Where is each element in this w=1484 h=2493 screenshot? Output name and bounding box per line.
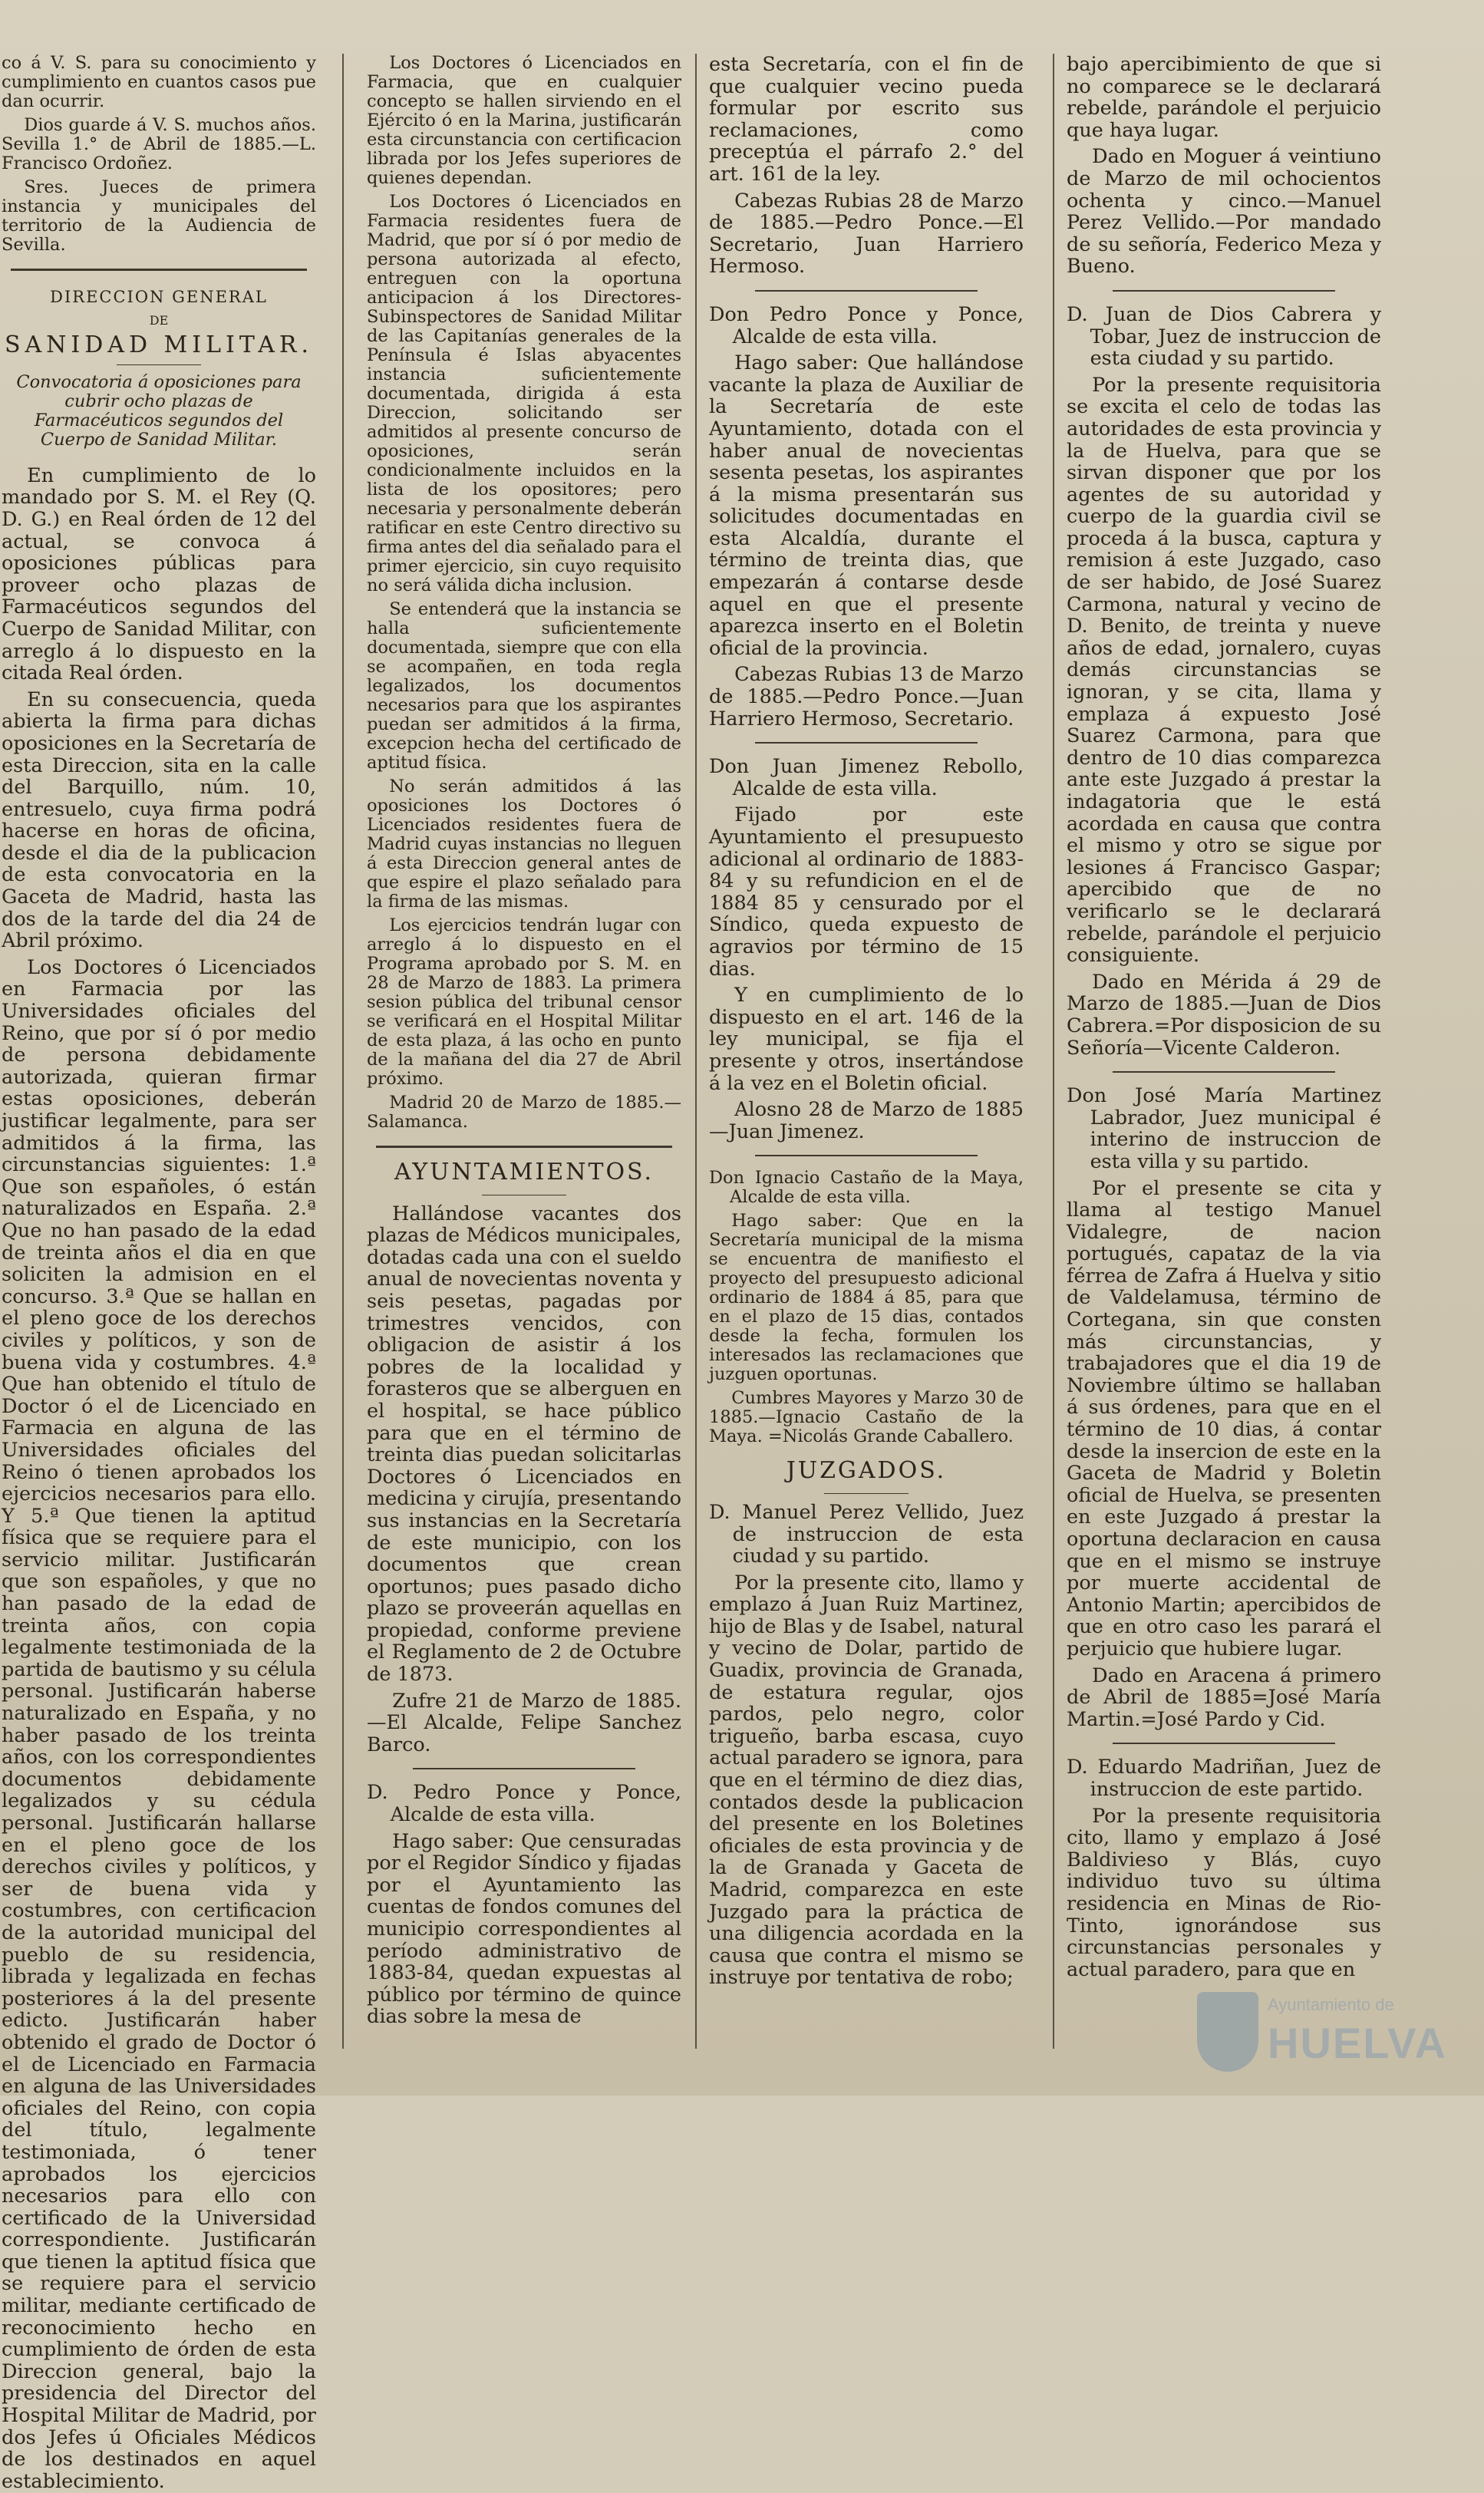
section-title: SANIDAD MILITAR. [4, 331, 314, 359]
paragraph: En su consecuencia, queda abierta la firma para dichas oposiciones en la Secretaría de esta Direccion, sita en la calle del Barquillo, núm. 10, entresuelo, cuya firma podrá hacerse en horas de oficina, desde el dia de la publicacion de esta convocatoria en la Gaceta de Madrid, hasta las dos de la tarde del dia 24 de Abril próximo. [2, 688, 316, 953]
notice-heading: D. Juan de Dios Cabrera y Tobar, Juez de instruccion de esta ciudad y su partido. [1067, 302, 1381, 371]
paragraph: Los ejercicios tendrán lugar con arreglo á lo dispuesto en el Programa aprobado por S. M. en 28 de Marzo de 1883. La primera sesion pública del tribunal censor se verificará en el Hospital Militar de esta plaza, á las ocho en punto de la mañana del dia 27 de Abril próximo. [367, 915, 681, 1089]
notice-heading: Don José María Martinez Labrador, Juez municipal é interino de instruccion de esta villa y su partido. [1067, 1084, 1381, 1173]
paragraph: Y en cumplimiento de lo dispuesto en el art. 146 de la ley municipal, se fija el presente y otros, insertándose á la vez en el Boletin oficial. [709, 984, 1024, 1095]
paragraph: Fijado por este Ayuntamiento el presupuesto adicional al ordinario de 1883-84 y su refundicion en el de 1884 85 y censurado por el Síndico, queda expuesto de agravios por término de 15 dias. [709, 803, 1024, 981]
paragraph: Por la presente requisitoria se excita el celo de todas las autoridades de esta provincia y la de Huelva, para que se sirvan disponer que por los agentes de su autoridad y cuerpo de la guardia civil se proceda á la busca, captura y remision á este Juzgado, caso de ser habido, de José Suarez Carmona, natural y vecino de D. Benito, de treinta y nueve años de edad, jornalero, cuyas demás circunstancias se ignoran, y se cita, llama y emplaza á expuesto José Suarez Carmona, para que dentro de 10 dias comparezca ante este Juzgado á prestar la indagatoria que le está acordada en causa que contra el mismo y otro se sigue por lesiones á Francisco Gaspar; apercibido que de no verificarlo se le declarará rebelde, parándole el perjuicio consiguiente. [1067, 373, 1381, 968]
paragraph: Hago saber: Que en la Secretaría municipal de la misma se encuentra de manifiesto el proyecto del presupuesto adicional ordinario de 1884 á 85, para que en el plazo de 15 dias, contados desde la fecha, formulen los interesados las reclamaciones que juzguen oportunas. [709, 1211, 1024, 1385]
notice-heading: Don Juan Jimenez Rebollo, Alcalde de esta villa. [709, 755, 1024, 800]
paragraph: Dado en Mérida á 29 de Marzo de 1885.—Juan de Dios Cabrera.=Por disposicion de su Señoría—Vicente Calderon. [1067, 970, 1381, 1060]
notice-heading: D. Pedro Ponce y Ponce, Alcalde de esta villa. [367, 1781, 681, 1827]
column-1 [2, 53, 316, 2493]
divider [413, 1768, 635, 1769]
paragraph: Por el presente se cita y llama al testigo Manuel Vidalegre, de nacion portugués, capataz de la via férrea de Zafra á Huelva y sitio de Valdelamusa, término de Cortegana, sin que consten más circunstancias, y trabajadores que el dia 19 de Noviembre último se hallaban á sus órdenes, para que en el término de 10 dias, á contar desde la insercion de este en la Gaceta de Madrid y Boletin oficial de Huelva, se presenten en este Juzgado á prestar la oportuna declaracion en causa que en el mismo se instruye por muerte accidental de Antonio Martin; apercibidos de que en otro caso les parará el perjuicio que hubiere lugar. [1067, 1176, 1381, 1660]
paragraph: Madrid 20 de Marzo de 1885.—Salamanca. [367, 1093, 681, 1132]
paragraph: En cumplimiento de lo mandado por S. M. el Rey (Q. D. G.) en Real órden de 12 del actual, se convoca á oposiciones públicas para proveer ocho plazas de Farmacéuticos segundos del Cuerpo de Sanidad Militar, con arreglo á lo dispuesto en la citada Real órden. [2, 463, 316, 685]
notice-heading: Don Pedro Ponce y Ponce, Alcalde de esta villa. [709, 302, 1024, 348]
section-title: AYUNTAMIENTOS. [394, 1159, 655, 1185]
watermark-line: Ayuntamiento de [1268, 1995, 1394, 2014]
divider [376, 1146, 672, 1148]
paragraph: co á V. S. para su conocimiento y cumplimiento en cuantos casos pue dan ocurrir. [2, 53, 316, 111]
paragraph: Hago saber: Que hallándose vacante la plaza de Auxiliar de la Secretaría de este Ayuntamiento, dotada con el haber anual de novecientas sesenta pesetas, los aspirantes á la misma presentarán sus solicitudes documentadas en esta Alcaldía, durante el término de treinta dias, que empezarán á contarse desde aquel en que el presente aparezca inserto en el Boletin oficial de la provincia. [709, 351, 1024, 660]
paragraph: bajo apercibimiento de que si no comparece se le declarará rebelde, parándole el perjuicio que haya lugar. [1067, 53, 1381, 142]
paragraph: Los Doctores ó Licenciados en Farmacia por las Universidades oficiales del Reino, que por sí ó por medio de persona debidamente autorizada, quieran firmar estas oposiciones, deberán justificar legalmente, para ser admitidos á la firma, las circunstancias siguientes: 1.ª Que son españoles, ó están naturalizados en España. 2.ª Que no han pasado de la edad de treinta años el dia en que soliciten la admision en el concurso. 3.ª Que se hallan en el pleno goce de los derechos civiles y políticos, y son de buena vida y costumbres. 4.ª Que han obtenido el título de Doctor ó el de Licenciado en Farmacia en alguna de las Universidades oficiales del Reino ó tienen aprobados los ejercicios necesarios para ello. Y 5.ª Que tienen la aptitud física que se requiere para el servicio militar. Justificarán que son españoles, y que no han pasado de la edad de treinta años, con copia legalmente testimoniada de la partida de bautismo y su célula personal. Justificarán haberse naturalizado en España, y no haber pasado de los treinta años, con los correspondientes documentos debidamente legalizados y su cédula personal. Justificarán hallarse en el pleno goce de los derechos civiles y políticos, y ser de buena vida y costumbres, con certificacion de la autoridad municipal del pueblo de su residencia, librada y legalizada en fechas posteriores á la del presente edicto. Justificarán haber obtenido el grado de Doctor ó el de Licenciado en Farmacia en alguna de las Universidades oficiales del Reino, con copia del título, legalmente testimoniada, ó tener aprobados los ejercicios necesarios para ello con certificado de la Universidad correspondiente. Justificarán que tienen la aptitud física que se requiere para el servicio militar, mediante certificado de reconocimiento hecho en cumplimiento de órden de esta Direccion general, bajo la presidencia del Director del Hospital Militar de Madrid, por dos Jefes ú Oficiales Médicos de los destinados en aquel establecimiento. [2, 955, 316, 2493]
divider [755, 742, 978, 744]
divider [1113, 1071, 1335, 1073]
column-rule [695, 54, 697, 2049]
paragraph: Cabezas Rubias 13 de Marzo de 1885.—Pedro Ponce.—Juan Harriero Hermoso, Secretario. [709, 663, 1024, 730]
paragraph: Por la presente requisitoria cito, llamo y emplazo á José Baldivieso y Blás, cuyo individuo tuvo su última residencia en Minas de Rio-Tinto, ignorándose sus circunstancias personales y actual paradero, para que en [1067, 1804, 1381, 1981]
divider [755, 290, 978, 292]
watermark-line: HUELVA [1268, 2019, 1447, 2067]
paragraph: Cumbres Mayores y Marzo 30 de 1885.—Ignacio Castaño de la Maya. =Nicolás Grande Caballero. [709, 1388, 1024, 1447]
paragraph: Dado en Moguer á veintiuno de Marzo de mil ochocientos ochenta y cinco.—Manuel Perez Vellido.—Por mandado de su señoría, Federico Meza y Bueno. [1067, 145, 1381, 279]
paragraph: Dado en Aracena á primero de Abril de 1885=José María Martin.=José Pardo y Cid. [1067, 1664, 1381, 1731]
notice-heading: D. Manuel Perez Vellido, Juez de instruccion de esta ciudad y su partido. [709, 1500, 1024, 1568]
divider [117, 364, 201, 365]
divider [11, 269, 307, 271]
paragraph: Se entenderá que la instancia se halla suficientemente documentada, siempre que con ella se acompañen, en toda regla legalizados, los documentos necesarios para que los aspirantes puedan ser admitidos á la firma, excepcion hecha del certificado de aptitud física. [367, 599, 681, 773]
paragraph: Los Doctores ó Licenciados en Farmacia, que en cualquier concepto se hallen sirviendo en el Ejército ó en la Marina, justificarán esta circunstancia con certificacion librada por los Jefes superiores de quienes dependan. [367, 53, 681, 188]
paragraph: Por la presente cito, llamo y emplazo á Juan Ruiz Martinez, hijo de Blas y de Isabel, natural y vecino de Dolar, partido de Guadix, provincia de Granada, de estatura regular, ojos pardos, pelo negro, color trigueño, barba escasa, cuyo actual paradero se ignora, para que en el término de diez dias, contados desde la publicacion del presente en los Boletines oficiales de esta provincia y de la de Granada y Gaceta de Madrid, comparezca en este Juzgado para la práctica de una diligencia acordada en la causa que contra el mismo se instruye por tentativa de robo; [709, 1571, 1024, 1990]
section-title: JUZGADOS. [786, 1457, 947, 1485]
paragraph: Zufre 21 de Marzo de 1885.—El Alcalde, Felipe Sanchez Barco. [367, 1689, 681, 1756]
archive-watermark [1197, 1987, 1466, 2079]
column-4 [1067, 54, 1381, 2087]
paragraph: Sres. Jueces de primera instancia y municipales del territorio de la Audiencia de Sevilla. [2, 177, 316, 255]
column-rule [342, 54, 344, 2049]
paragraph: Hallándose vacantes dos plazas de Médicos municipales, dotadas cada una con el sueldo anual de novecientas noventa y seis pesetas, pagadas por trimestres vencidos, con obligacion de asistir á los pobres de la localidad y forasteros que se alberguen en el hospital, se hace público para que en el término de treinta dias puedan solicitarlas Doctores ó Licenciados en medicina y cirujía, presentando sus instancias en la Secretaría de este municipio, con los documentos que crean oportunos; pues pasado dicho plazo se proveerán aquellas en propiedad, conforme previene el Reglamento de 2 de Octubre de 1873. [367, 1202, 681, 1687]
section-heading-line: DIRECCION GENERAL [50, 288, 268, 306]
paragraph: Cabezas Rubias 28 de Marzo de 1885.—Pedro Ponce.—El Secretario, Juan Harriero Hermoso. [709, 189, 1024, 279]
divider [1113, 290, 1335, 292]
paragraph: Dios guarde á V. S. muchos años. Sevilla 1.° de Abril de 1885.—L. Francisco Ordoñez. [2, 115, 316, 173]
section-heading-line: DE [149, 312, 169, 328]
paragraph: Los Doctores ó Licenciados en Farmacia residentes fuera de Madrid, que por sí ó por medio de persona autorizada al efecto, entreguen con la oportuna anticipacion á los Directores-Subinspectores de Sanidad Militar de las Capitanías generales de la Península é Islas abyacentes instancia suficientemente documentada, dirigida á esta Direccion, solicitando ser admitidos al presente concurso de oposiciones, serán condicionalmente incluidos en la lista de los opositores; pero necesaria y personalmente deberán ratificar en este Centro directivo su firma antes del dia señalado para el primer ejercicio, sin cuyo requisito no será válida dicha inclusion. [367, 192, 681, 595]
divider [755, 1155, 978, 1156]
paragraph: Hago saber: Que censuradas por el Regidor Síndico y fijadas por el Ayuntamiento las cuentas de fondos comunes del municipio correspondientes al período administrativo de 1883-84, quedan expuestas al público por término de quince dias sobre la mesa de [367, 1829, 681, 2029]
paragraph: Alosno 28 de Marzo de 1885 —Juan Jimenez. [709, 1098, 1024, 1143]
notice-heading: Don Ignacio Castaño de la Maya, Alcalde de esta villa. [709, 1168, 1024, 1208]
paragraph: esta Secretaría, con el fin de que cualquier vecino pueda formular por escrito sus reclamaciones, como preceptúa el párrafo 2.° del art. 161 de la ley. [709, 53, 1024, 186]
column-3 [709, 54, 1024, 2087]
divider [824, 1493, 909, 1494]
notice-heading: D. Eduardo Madriñan, Juez de instruccion de este partido. [1067, 1756, 1381, 1801]
paragraph: No serán admitidos á las oposiciones los Doctores ó Licenciados residentes fuera de Madrid cuyas instancias no lleguen á esta Direccion general antes de que espire el plazo señalado para la firma de las mismas. [367, 777, 681, 912]
notice-heading: Convocatoria á oposiciones para cubrir ocho plazas de Farmacéuticos segundos del Cuerpo de Sanidad Militar. [16, 371, 302, 450]
divider [1113, 1743, 1335, 1744]
column-2 [367, 54, 681, 2087]
column-rule [1053, 54, 1054, 2049]
coat-of-arms-icon [1197, 1992, 1258, 2072]
